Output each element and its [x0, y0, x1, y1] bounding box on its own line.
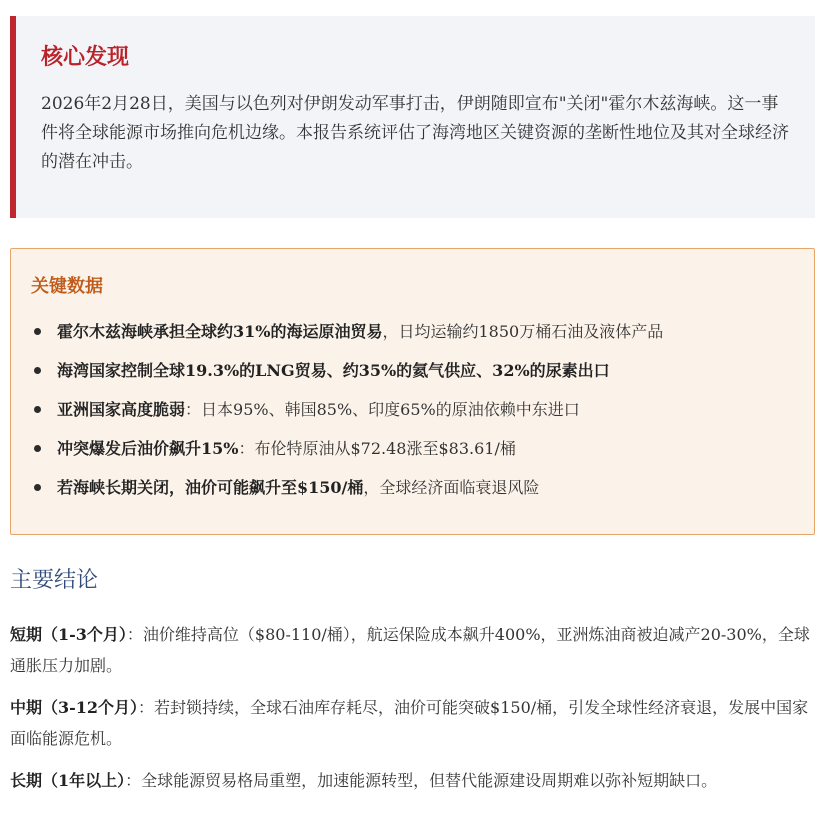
- key-data-item-highlight: 冲突爆发后油价飙升15%: [57, 439, 239, 458]
- key-data-item-highlight: 霍尔木兹海峡承担全球约31%的海运原油贸易: [57, 322, 383, 341]
- conclusion-label: 长期（1年以上）: [10, 771, 126, 790]
- bullet-icon: [34, 406, 41, 413]
- conclusion-text: ：全球能源贸易格局重塑，加速能源转型，但替代能源建设周期难以弥补短期缺口。: [125, 771, 718, 790]
- bullet-icon: [34, 367, 41, 374]
- core-finding-title: 核心发现: [41, 44, 130, 70]
- conclusions-title: 主要结论: [10, 568, 99, 593]
- bullet-icon: [34, 328, 41, 335]
- core-finding-panel: [10, 16, 815, 218]
- key-data-item: [31, 312, 790, 351]
- key-data-item: [31, 429, 790, 468]
- key-data-panel: [10, 248, 815, 535]
- key-data-item-text: ：布伦特原油从$72.48涨至$83.61/桶: [238, 439, 516, 458]
- conclusion-label: 短期（1-3个月）: [10, 625, 127, 644]
- bullet-icon: [34, 445, 41, 452]
- key-data-item-text: ，日均运输约1850万桶石油及液体产品: [382, 322, 664, 341]
- conclusion-mid-term: [10, 692, 815, 754]
- key-data-item: [31, 468, 790, 507]
- conclusion-label: 中期（3-12个月）: [10, 698, 139, 717]
- key-data-list: [31, 312, 790, 507]
- core-finding-body: 2026年2月28日，美国与以色列对伊朗发动军事打击，伊朗随即宣布"关闭"霍尔木兹海峡。这一事件将全球能源市场推向危机边缘。本报告系统评估了海湾地区关键资源的垄断性地位及其对全球经济的潜在冲击。: [41, 94, 789, 172]
- conclusion-long-term: [10, 765, 815, 796]
- bullet-icon: [34, 484, 41, 491]
- key-data-item-highlight: 亚洲国家高度脆弱: [57, 400, 186, 419]
- key-data-title: 关键数据: [31, 276, 103, 297]
- conclusion-text: ：油价维持高位（$80-110/桶），航运保险成本飙升400%，亚洲炼油商被迫减产20-30%，全球通胀压力加剧。: [10, 625, 810, 675]
- key-data-item: [31, 390, 790, 429]
- key-data-item-highlight: 海湾国家控制全球19.3%的LNG贸易、约35%的氦气供应、32%的尿素出口: [57, 361, 610, 380]
- key-data-item: [31, 351, 790, 390]
- conclusion-short-term: [10, 619, 815, 681]
- key-data-item-text: ，全球经济面临衰退风险: [363, 478, 540, 497]
- key-data-item-text: ：日本95%、韩国85%、印度65%的原油依赖中东进口: [185, 400, 580, 419]
- conclusion-text: ：若封锁持续，全球石油库存耗尽，油价可能突破$150/桶，引发全球性经济衰退，发展中国家面临能源危机。: [10, 698, 809, 748]
- key-data-item-highlight: 若海峡长期关闭，油价可能飙升至$150/桶: [57, 478, 364, 497]
